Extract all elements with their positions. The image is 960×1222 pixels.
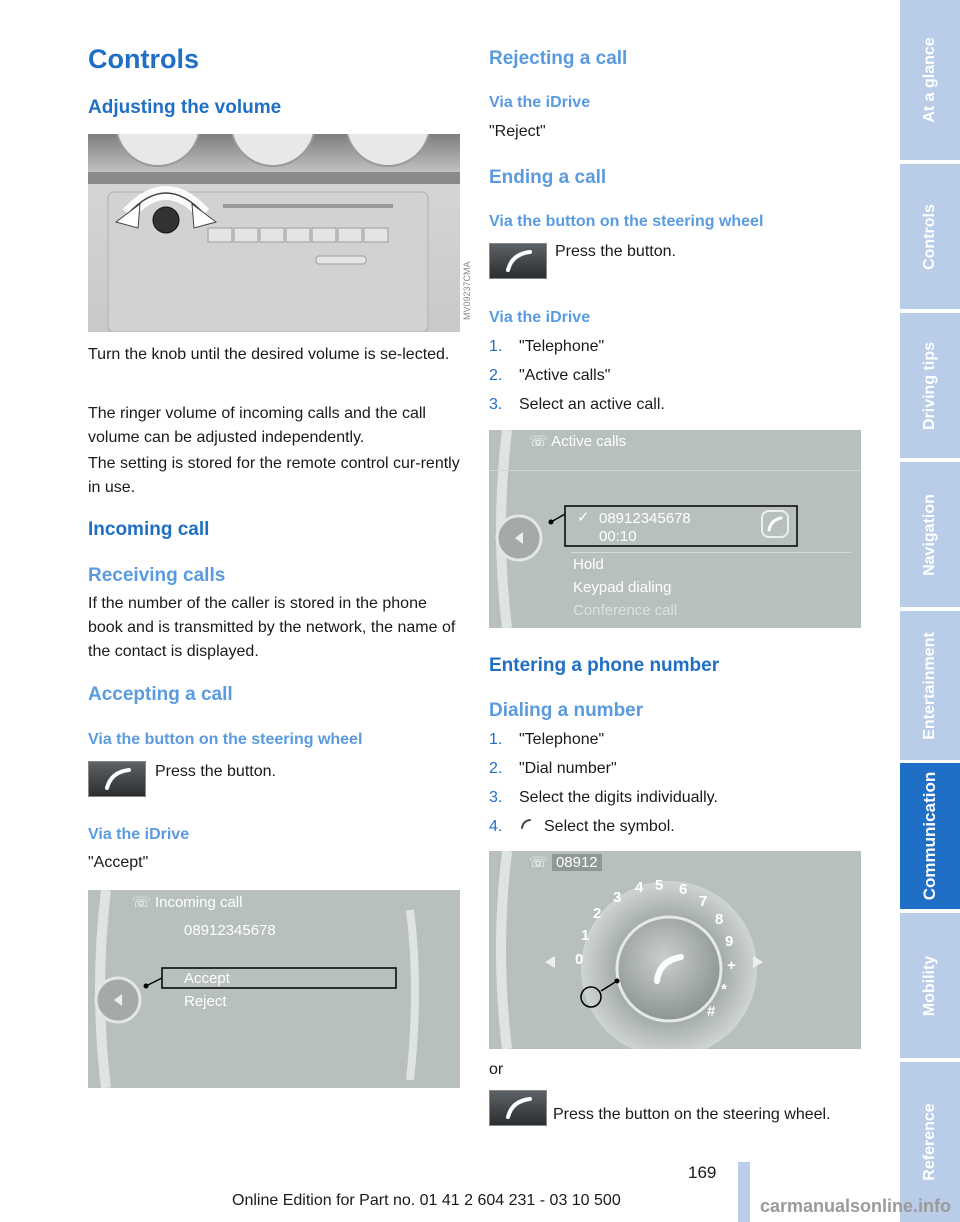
tab-at-a-glance[interactable]: At a glance [900, 0, 960, 160]
tab-mobility[interactable]: Mobility [900, 913, 960, 1058]
menu-item-accept[interactable]: Accept [184, 970, 230, 987]
watermark: carmanualsonline.info [760, 1196, 952, 1216]
incoming-call-heading: Incoming call [88, 519, 210, 540]
page-number: 169 [688, 1163, 717, 1182]
ending-call-heading: Ending a call [489, 167, 607, 188]
digit[interactable]: * [721, 981, 727, 998]
receiving-calls-heading: Receiving calls [88, 565, 226, 586]
digit[interactable]: 8 [715, 911, 724, 928]
volume-paragraph-3: The setting is stored for the remote control cur-rently in use. [88, 455, 460, 496]
volume-paragraph-2: The ringer volume of incoming calls and the call volume can be adjusted independently. [88, 405, 426, 446]
menu-item-keypad-dialing[interactable]: Keypad dialing [573, 579, 672, 596]
phone-handset-icon [89, 762, 145, 796]
ending-idrive-heading: Via the iDrive [489, 309, 591, 326]
digit[interactable]: 9 [725, 933, 734, 950]
page-title: Controls [88, 44, 199, 74]
steering-press-text: Press the button on the steering wheel. [553, 1106, 831, 1123]
incoming-caller-number: 08912345678 [184, 922, 276, 939]
rejecting-call-heading: Rejecting a call [489, 48, 628, 69]
phone-handset-icon [490, 244, 546, 278]
incoming-call-screen-title: ☏ Incoming call [132, 894, 243, 911]
digit[interactable]: 5 [655, 877, 664, 894]
digit[interactable]: # [707, 1003, 716, 1020]
tab-navigation[interactable]: Navigation [900, 462, 960, 607]
or-text: or [489, 1061, 504, 1078]
reject-idrive-heading: Via the iDrive [489, 94, 591, 111]
receiving-paragraph: If the number of the caller is stored in the phone book and is transmitted by the network, the name of the contact is displayed. [88, 595, 456, 660]
reject-menu-text: "Reject" [489, 123, 546, 140]
page-marker-bar [738, 1162, 750, 1222]
check-icon: ✓ [577, 509, 590, 526]
ending-steering-heading: Via the button on the steering wheel [489, 213, 764, 230]
handset-symbol-icon [519, 815, 544, 839]
digit[interactable]: 4 [635, 879, 644, 896]
volume-heading: Adjusting the volume [88, 97, 282, 118]
tab-communication[interactable]: Communication [900, 763, 960, 909]
volume-paragraph-1: Turn the knob until the desired volume is se-lected. [88, 346, 450, 363]
active-calls-screen [489, 430, 861, 628]
tab-controls[interactable]: Controls [900, 164, 960, 309]
dialing-step: 1. "Telephone" [489, 731, 605, 748]
accept-steering-heading: Via the button on the steering wheel [88, 731, 363, 748]
digit[interactable]: 3 [613, 889, 622, 906]
ending-press-button-text: Press the button. [555, 243, 676, 260]
menu-item-conference-call[interactable]: Conference call [573, 602, 678, 619]
active-call-entry[interactable]: 08912345678 00:10 [599, 510, 691, 545]
ending-step: 2. "Active calls" [489, 367, 611, 384]
dial-digits [489, 851, 861, 1049]
tab-entertainment[interactable]: Entertainment [900, 611, 960, 760]
tab-reference[interactable]: Reference [900, 1062, 960, 1222]
phone-menu-icon: ☏ [529, 854, 548, 871]
photo-code: MV09237CMA [462, 261, 472, 320]
accepting-call-heading: Accepting a call [88, 684, 233, 705]
menu-item-reject[interactable]: Reject [184, 993, 227, 1010]
dialing-number-heading: Dialing a number [489, 700, 644, 721]
digit[interactable]: 1 [581, 927, 590, 944]
phone-menu-icon: ☏ [132, 894, 151, 911]
accept-press-button-text: Press the button. [155, 763, 276, 780]
dial-number-screen [489, 851, 861, 1049]
phone-button-image [88, 761, 146, 797]
incoming-call-screen [88, 890, 460, 1088]
phone-menu-icon: ☏ [529, 433, 548, 450]
phone-button-image [489, 243, 547, 279]
active-calls-screen-title: ☏ Active calls [529, 433, 627, 450]
phone-handset-icon [490, 1091, 546, 1125]
dialing-step: 3. Select the digits individually. [489, 789, 718, 806]
accept-idrive-heading: Via the iDrive [88, 826, 190, 843]
digit[interactable]: 0 [575, 951, 584, 968]
digit[interactable]: 2 [593, 905, 602, 922]
entering-number-heading: Entering a phone number [489, 655, 720, 676]
accept-menu-text: "Accept" [88, 854, 149, 871]
tab-driving-tips[interactable]: Driving tips [900, 313, 960, 458]
dialing-step: 4. Select the symbol. [489, 815, 675, 839]
dial-screen-title: ☏ 08912 [529, 853, 602, 871]
digit[interactable]: + [727, 957, 736, 974]
digit[interactable]: 7 [699, 893, 708, 910]
edition-text: Online Edition for Part no. 01 41 2 604 231 - 03 10 500 [232, 1192, 621, 1209]
digit[interactable]: 6 [679, 881, 688, 898]
phone-button-image [489, 1090, 547, 1126]
hang-up-icon[interactable] [761, 510, 789, 538]
dialing-step: 2. "Dial number" [489, 760, 617, 777]
ending-step: 1. "Telephone" [489, 338, 605, 355]
ending-step: 3. Select an active call. [489, 396, 665, 413]
volume-knob-photo [88, 134, 460, 332]
menu-item-hold[interactable]: Hold [573, 556, 604, 573]
